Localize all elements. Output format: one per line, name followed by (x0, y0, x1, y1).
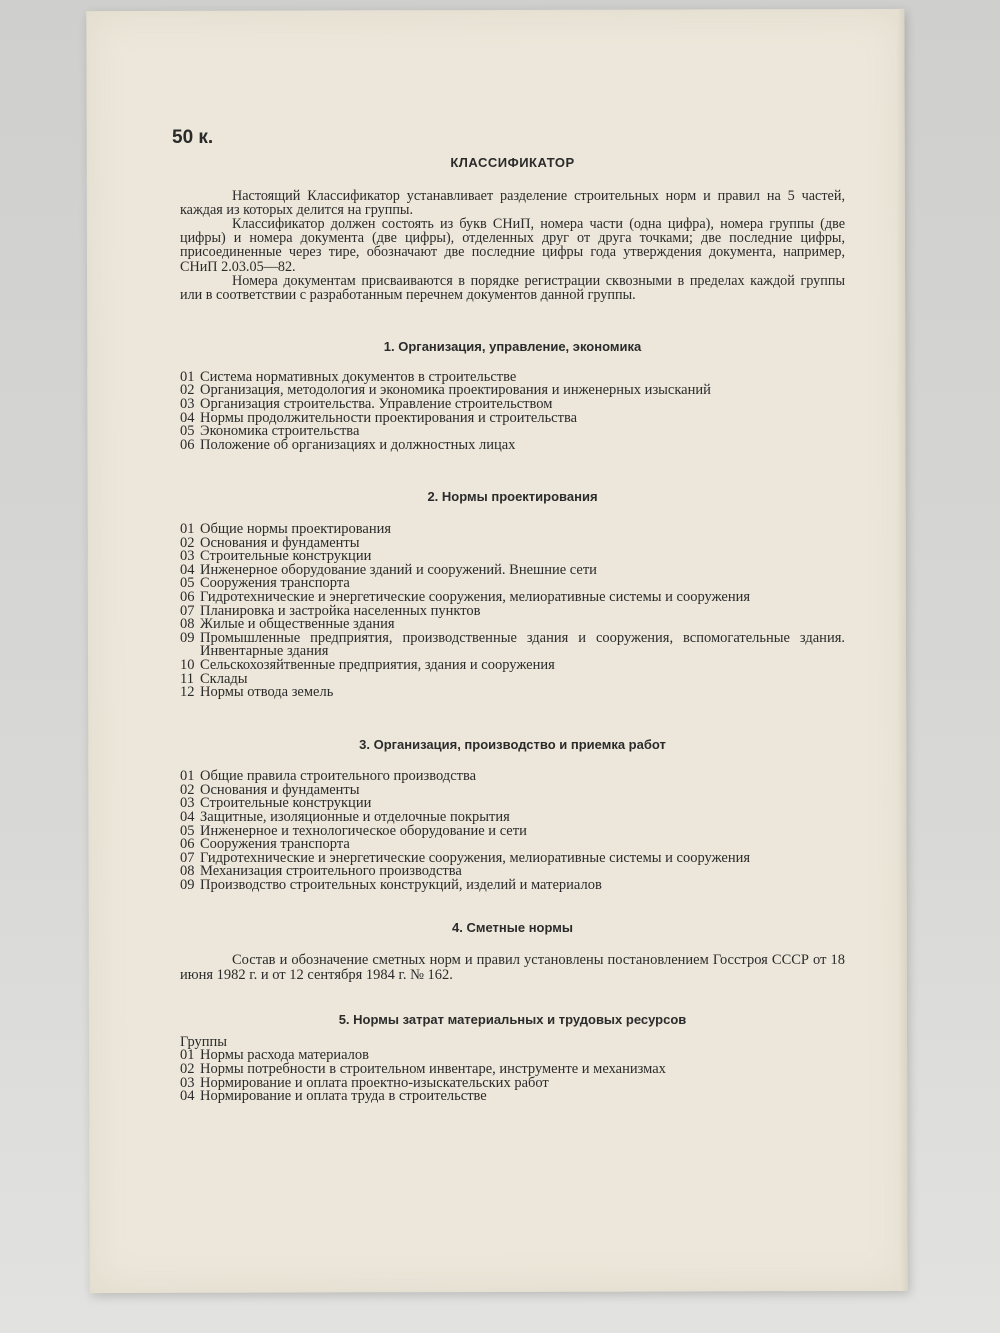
list-item: 05 Сооружения транспорта (180, 575, 350, 592)
list-item: 07 Планировка и застройка населенных пунктов (180, 602, 481, 619)
intro-paragraph: Классификатор должен состоять из букв СНиП, номера части (одна цифра), номера группы (две цифры) и номера документа (две цифры), отделенных друг от друга точками; две последние цифры, присоединенные через тире, обозначают две последние цифры года утверждения документа, например, СНиП 2.03.05—82. (180, 216, 845, 275)
list-item: 11 Склады (180, 670, 248, 687)
list-item: 04 Нормы продолжительности проектирования и строительства (180, 409, 578, 426)
list-item: 02 Основания и фундаменты (180, 781, 360, 798)
section-heading: 5. Нормы затрат материальных и трудовых ресурсов (338, 1011, 687, 1027)
intro-paragraph: Настоящий Классификатор устанавливает разделение строительных норм и правил на 5 частей, каждая из которых делится на группы. (180, 187, 845, 218)
list-item: 05 Инженерное и технологическое оборудование и сети (180, 822, 527, 839)
list-item: 01 Система нормативных документов в строительстве (180, 368, 517, 385)
list-item: 09 Промышленные предприятия, производственные здания и сооружения, вспомогательные здания. Инвентарные здания (180, 629, 845, 660)
list-item: 02 Организация, методология и экономика проектирования и инженерных изысканий (180, 382, 711, 399)
list-item: 04 Инженерное оборудование зданий и сооружений. Внешние сети (180, 561, 597, 578)
section-list (180, 770, 845, 892)
section-list (180, 368, 845, 453)
list-item: 03 Организация строительства. Управление строительством (180, 396, 553, 412)
groups-label: Группы (180, 1034, 228, 1051)
list-item: 06 Положение об организациях и должностных лицах (180, 436, 516, 453)
list-item: 12 Нормы отвода земель (180, 684, 334, 701)
list-item: 03 Строительные конструкции (180, 548, 372, 565)
section-list (180, 1049, 845, 1103)
section-list (180, 520, 845, 701)
list-item: 01 Нормы расхода материалов (180, 1047, 370, 1064)
classifier-text (180, 150, 845, 1104)
list-item: 04 Защитные, изоляционные и отделочные покрытия (180, 809, 510, 826)
list-item: 01 Общие правила строительного производства (180, 768, 477, 785)
list-item: 07 Гидротехнические и энергетические сооружения, мелиоративные системы и сооружения (180, 849, 751, 866)
list-item: 06 Сооружения транспорта (180, 836, 350, 853)
list-item: 09 Производство строительных конструкций, изделий и материалов (180, 877, 602, 894)
section-heading: 2. Нормы проектирования (427, 489, 598, 505)
page-title: КЛАССИФИКАТОР (450, 155, 575, 170)
list-item: 03 Строительные конструкции (180, 795, 372, 812)
list-item: 02 Основания и фундаменты (180, 534, 360, 551)
page-edge (896, 9, 907, 1291)
list-item: 08 Жилые и общественные здания (180, 616, 395, 633)
intro-paragraph: Номера документам присваиваются в порядке регистрации сквозными в пределах каждой группы или в соответствии с разработанным перечнем документов данной группы. (180, 272, 845, 304)
price-label: 50 к. (172, 127, 214, 148)
list-item: 06 Гидротехнические и энергетические сооружения, мелиоративные системы и сооружения (180, 588, 751, 605)
list-item: 02 Нормы потребности в строительном инвентаре, инструменте и механизмах (180, 1061, 666, 1077)
section-heading: 4. Сметные нормы (452, 919, 573, 935)
list-item: 05 Экономика строительства (180, 423, 360, 440)
section-paragraph: Состав и обозначение сметных норм и правил установлены постановлением Госстроя СССР от 18 июня 1982 г. и от 12 сентября 1984 г. № 162. (180, 952, 845, 984)
section-heading: 1. Организация, управление, экономика (383, 339, 642, 355)
list-item: 08 Механизация строительного производства (180, 863, 462, 880)
section-heading: 3. Организация, производство и приемка работ (359, 736, 666, 752)
list-item: 03 Нормирование и оплата проектно-изыскательских работ (180, 1074, 549, 1091)
list-item: 04 Нормирование и оплата труда в строительстве (180, 1088, 487, 1105)
list-item: 01 Общие нормы проектирования (180, 520, 392, 537)
intro-block (180, 189, 845, 303)
list-item: 10 Сельскохозяйтвенные предприятия, здания и сооружения (180, 656, 555, 673)
